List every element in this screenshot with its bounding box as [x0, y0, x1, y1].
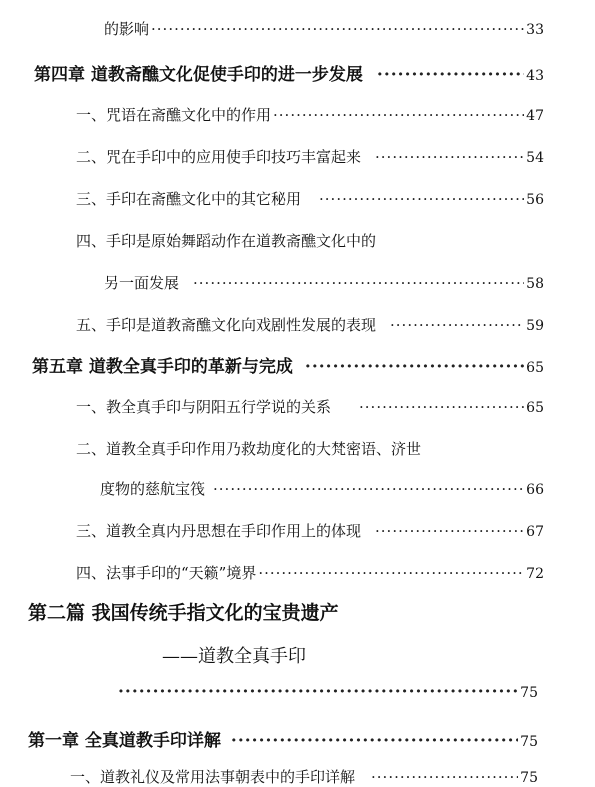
- toc-page-number: 72: [526, 566, 544, 582]
- toc-entry[interactable]: [76, 562, 544, 583]
- dot-leader: [375, 148, 524, 166]
- toc-entry[interactable]: [76, 314, 544, 335]
- toc-entry[interactable]: [104, 272, 544, 293]
- toc-entry[interactable]: [104, 18, 544, 39]
- toc-chapter-entry[interactable]: [32, 352, 544, 377]
- dot-leader: [231, 731, 518, 751]
- toc-page-number: 47: [526, 108, 544, 124]
- toc-page-number: 59: [526, 318, 544, 334]
- dot-leader: [273, 106, 524, 124]
- toc-entry-title: 一、教全真手印与阴阳五行学说的关系: [76, 398, 332, 416]
- toc-chapter-title: 第一章 全真道教手印详解: [28, 731, 221, 751]
- toc-entry-title: 一、咒语在斋醮文化中的作用: [76, 106, 272, 124]
- toc-page-number: 58: [526, 276, 544, 292]
- part-title[interactable]: 第二篇 我国传统手指文化的宝贵遗产: [28, 602, 339, 624]
- toc-page-number: 54: [526, 150, 544, 166]
- toc-entry-title: 三、手印在斋醮文化中的其它秘用: [76, 190, 302, 208]
- toc-entry[interactable]: [70, 766, 538, 787]
- toc-entry-title: 二、咒在手印中的应用使手印技巧丰富起来: [76, 148, 362, 166]
- toc-entry-title[interactable]: 二、道教全真手印作用乃救劫度化的大梵密语、济世: [76, 440, 422, 458]
- dot-leader: [258, 564, 524, 582]
- toc-chapter-entry[interactable]: [34, 60, 544, 85]
- toc-entry-title: 三、道教全真内丹思想在手印作用上的体现: [76, 522, 362, 540]
- toc-entry-title: 一、道教礼仪及常用法事朝表中的手印详解: [70, 768, 356, 786]
- toc-page-number: 67: [526, 524, 544, 540]
- toc-entry[interactable]: [76, 188, 544, 209]
- toc-page-number: 56: [526, 192, 544, 208]
- dot-leader: [305, 357, 524, 377]
- toc-entry-title: 另一面发展: [104, 274, 180, 292]
- dot-leader: [193, 274, 524, 292]
- toc-chapter-title: 第五章 道教全真手印的革新与完成: [32, 357, 293, 377]
- dot-leader: [319, 190, 524, 208]
- toc-chapter-title: 第四章 道教斋醮文化促使手印的进一步发展: [34, 65, 363, 85]
- toc-page-number: 66: [526, 482, 544, 498]
- toc-entry-title: 度物的慈航宝筏: [100, 480, 206, 498]
- toc-entry[interactable]: [76, 146, 544, 167]
- dot-leader: [359, 398, 524, 416]
- toc-entry[interactable]: [76, 104, 544, 125]
- dot-leader: [118, 682, 520, 702]
- toc-chapter-entry[interactable]: [28, 726, 538, 751]
- dot-leader: [371, 768, 518, 786]
- dot-leader: [213, 480, 524, 498]
- toc-entry[interactable]: [76, 520, 544, 541]
- toc-page-number: 33: [526, 22, 544, 38]
- toc-entry-title: 四、法事手印的“天籁”境界: [76, 564, 257, 582]
- toc-entry-title[interactable]: 四、手印是原始舞蹈动作在道教斋醮文化中的: [76, 232, 377, 250]
- dot-leader: [375, 522, 524, 540]
- dot-leader: [390, 316, 524, 334]
- toc-page-number: 65: [526, 360, 544, 376]
- dot-leader: [151, 20, 524, 38]
- toc-page-number: 75: [520, 685, 538, 701]
- dot-leader: [377, 65, 524, 85]
- toc-page-number: 75: [520, 770, 538, 786]
- toc-entry-title: 五、手印是道教斋醮文化向戏剧性发展的表现: [76, 316, 377, 334]
- toc-entry[interactable]: [76, 396, 544, 417]
- toc-page-number: 43: [526, 68, 544, 84]
- toc-entry[interactable]: [100, 478, 544, 499]
- toc-entry-title: 的影响: [104, 20, 150, 38]
- part-subtitle: ——道教全真手印: [162, 646, 306, 667]
- toc-page-number: 75: [520, 734, 538, 750]
- toc-page-number: 65: [526, 400, 544, 416]
- toc-part-leader-line[interactable]: [118, 682, 538, 702]
